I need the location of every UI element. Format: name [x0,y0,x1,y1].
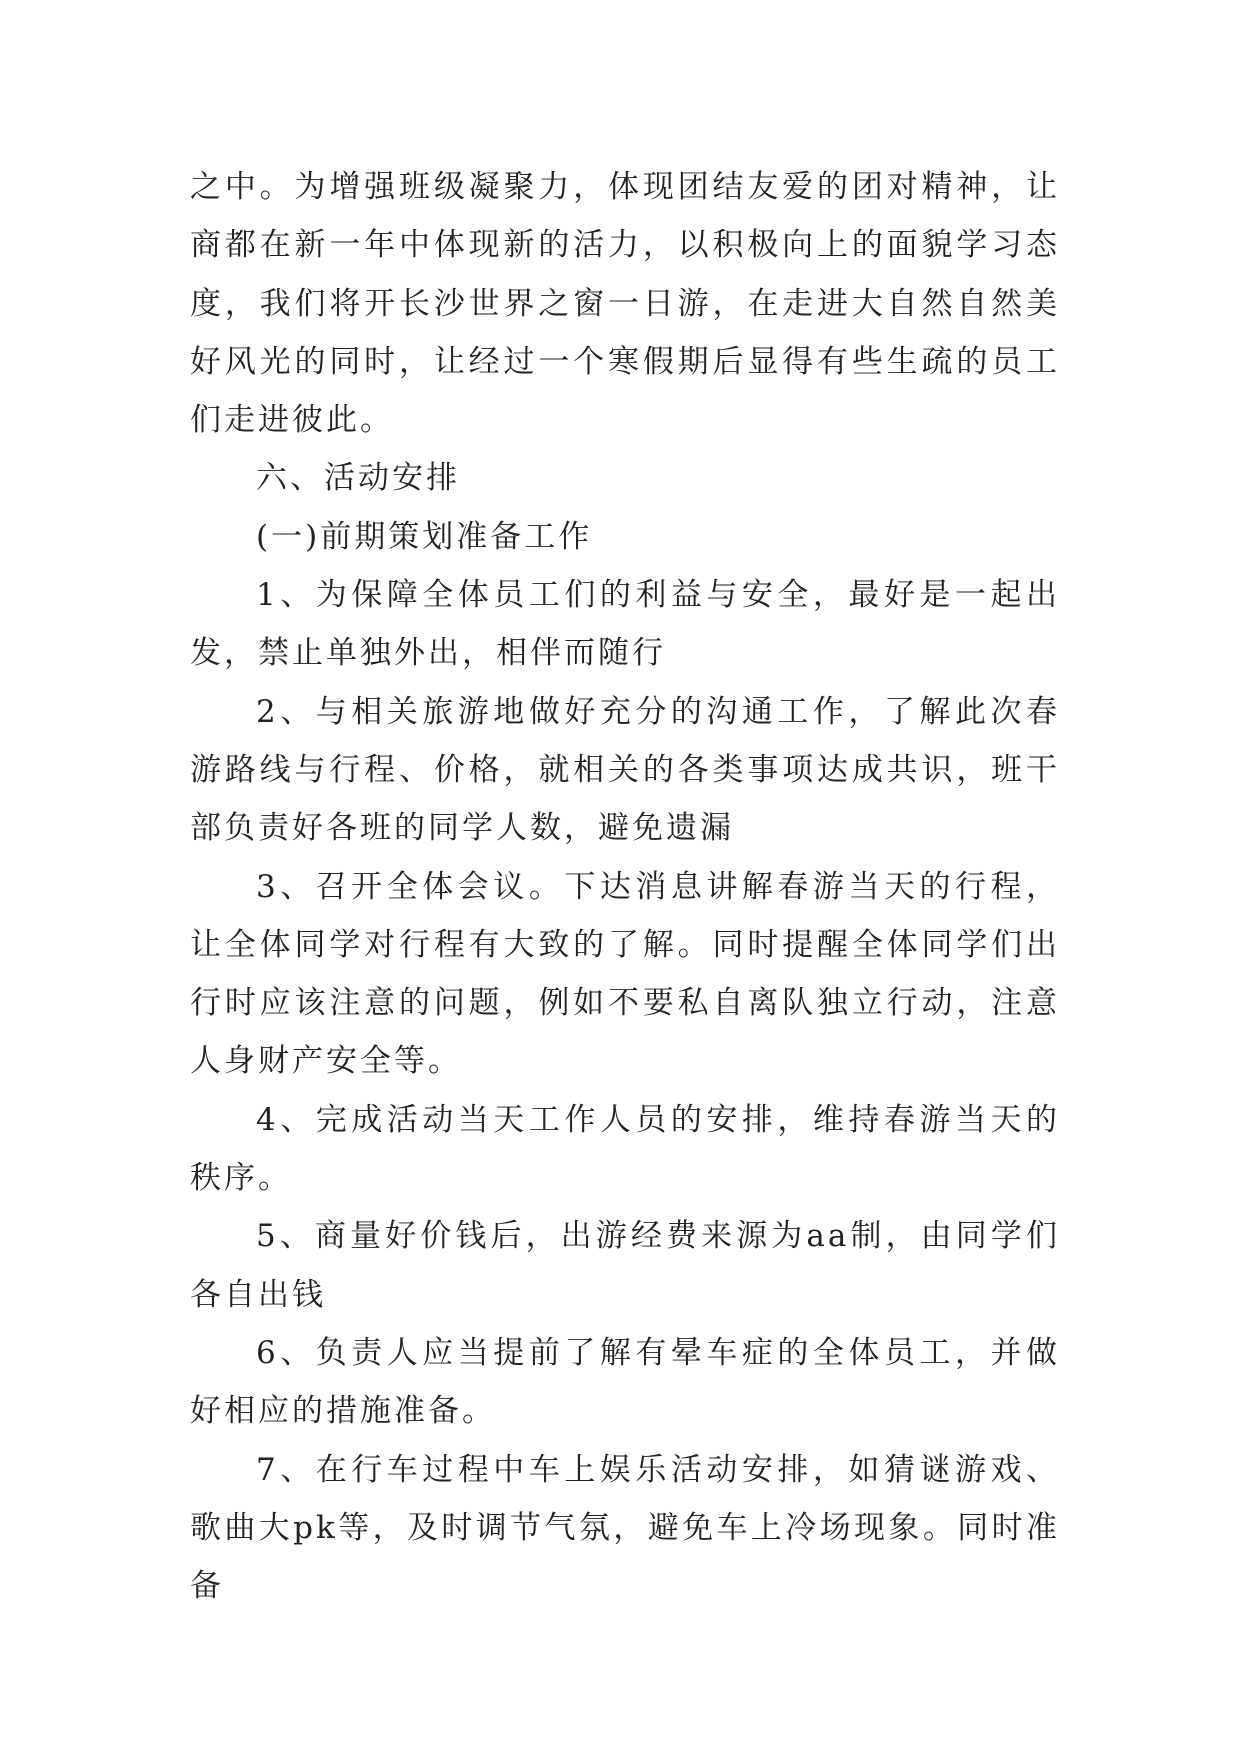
list-item-2: 2、与相关旅游地做好充分的沟通工作，了解此次春游路线与行程、价格，就相关的各类事项达成共识，班干部负责好各班的同学人数，避免遗漏 [190,693,1060,847]
list-item-1: 1、为保障全体员工们的利益与安全，最好是一起出发，禁止单独外出，相伴而随行 [190,577,1060,672]
list-item-4: 4、完成活动当天工作人员的安排，维持春游当天的秩序。 [190,1101,1060,1197]
list-item-3: 3、召开全体会议。下达消息讲解春游当天的行程，让全体同学对行程有大致的了解。同时提醒全体同学们出行时应该注意的问题，例如不要私自离队独立行动，注意人身财产安全等。 [190,868,1060,1080]
document-body [190,158,1060,1615]
list-item-5: 5、商量好价钱后，出游经费来源为aa制，由同学们各自出钱 [190,1218,1060,1313]
subsection-heading-preparation: (一)前期策划准备工作 [256,518,593,555]
section-heading-activity-arrangement: 六、活动安排 [256,460,460,497]
paragraph-intro-continuation: 之中。为增强班级凝聚力，体现团结友爱的团对精神，让商都在新一年中体现新的活力，以积极向上的面貌学习态度，我们将开长沙世界之窗一日游，在走进大自然自然美好风光的同时，让经过一个寒假期后显得有些生疏的员工们走进彼此。 [190,169,1060,439]
list-item-6: 6、负责人应当提前了解有晕车症的全体员工，并做好相应的措施准备。 [190,1334,1060,1430]
list-item-7: 7、在行车过程中车上娱乐活动安排，如猜谜游戏、歌曲大pk等，及时调节气氛，避免车上冷场现象。同时准备 [190,1451,1060,1605]
